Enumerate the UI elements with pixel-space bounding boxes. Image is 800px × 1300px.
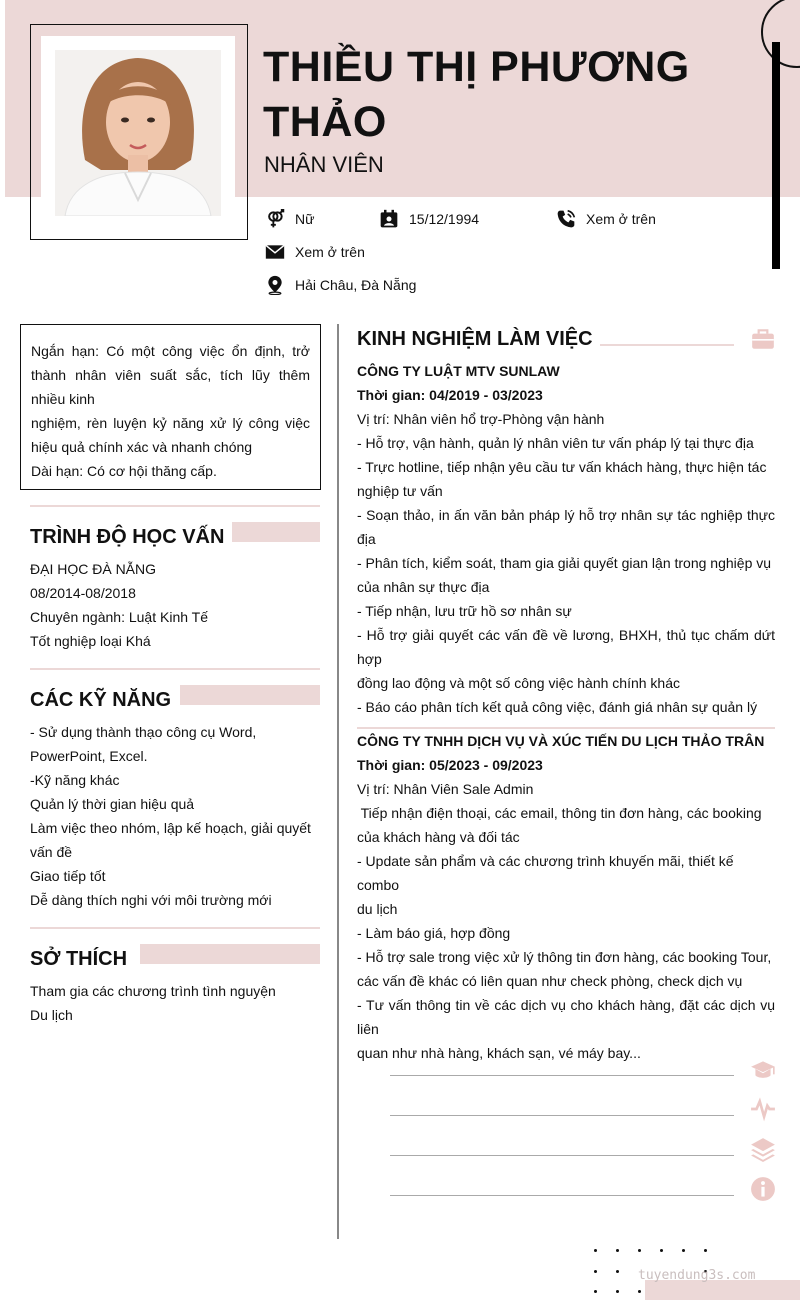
calendar-icon xyxy=(379,209,399,229)
job-line: - Soạn thảo, in ấn văn bản pháp lý hỗ trợ nhân sự tác nghiệp thực xyxy=(357,507,775,523)
skill-line: PowerPoint, Excel. xyxy=(30,748,148,764)
job-line: - Update sản phẩm và các chương trình khuyến mãi, thiết kế combo xyxy=(357,853,734,893)
hobby-line: Tham gia các chương trình tình nguyện xyxy=(30,983,276,999)
email-value: Xem ở trên xyxy=(295,244,365,260)
job-line: địa xyxy=(357,531,376,547)
watermark: tuyendung3s.com xyxy=(638,1268,756,1283)
objective-line: nghiệm, rèn luyện kỷ năng xử lý công việc hiệu quả chính xác và nhanh chóng xyxy=(31,415,310,455)
decorative-bar xyxy=(772,42,780,269)
skill-line: Dễ dàng thích nghi với môi trường mới xyxy=(30,892,272,908)
empty-section-line xyxy=(390,1075,734,1076)
contact-address xyxy=(265,275,416,295)
job-entry-1 xyxy=(357,359,775,719)
job-line: - Hỗ trợ giải quyết các vấn đề về lương, BHXH, thủ tục chấm dứt xyxy=(357,627,775,643)
title-accent-block xyxy=(180,685,320,705)
job-line: Vị trí: Nhân viên hổ trợ-Phòng vận hành xyxy=(357,411,605,427)
company-name: CÔNG TY TNHH DỊCH VỤ VÀ XÚC TIẾN DU LỊCH THẢO TRÂN xyxy=(357,733,765,749)
job-title: NHÂN VIÊN xyxy=(264,152,384,177)
skill-line: Giao tiếp tốt xyxy=(30,868,106,884)
decorative-dot xyxy=(616,1290,619,1293)
job-line: - Trực hotline, tiếp nhận yêu cầu tư vấn khách hàng, thực hiện tác xyxy=(357,459,767,475)
section-separator xyxy=(600,344,734,346)
skill-line: - Sử dụng thành thạo công cụ Word, xyxy=(30,724,257,740)
education-line: Chuyên ngành: Luật Kinh Tế xyxy=(30,609,208,625)
info-icon xyxy=(750,1176,776,1202)
contact-phone xyxy=(556,209,656,229)
education-line: ĐẠI HỌC ĐÀ NẴNG xyxy=(30,561,157,577)
job-line: - Hỗ trợ sale trong việc xử lý thông tin đơn hàng, các booking Tour, xyxy=(357,949,772,965)
job-entry-2 xyxy=(357,729,775,1065)
company-name: CÔNG TY LUẬT MTV SUNLAW xyxy=(357,363,560,379)
decorative-dot xyxy=(594,1290,597,1293)
decorative-dot xyxy=(682,1249,685,1252)
education-line: Tốt nghiệp loại Khá xyxy=(30,633,151,649)
career-objective xyxy=(20,324,321,490)
job-line: du lịch xyxy=(357,901,398,917)
job-line: liên xyxy=(357,1021,379,1037)
decorative-dot xyxy=(594,1270,597,1273)
section-separator xyxy=(30,505,320,507)
empty-section-line xyxy=(390,1115,734,1116)
contact-email xyxy=(265,242,365,262)
objective-line: Dài hạn: Có cơ hội thăng cấp. xyxy=(31,463,217,479)
title-accent-block xyxy=(232,522,320,542)
section-separator xyxy=(30,668,320,670)
birthday-value: 15/12/1994 xyxy=(409,211,480,227)
skills-details xyxy=(30,720,311,912)
decorative-dot xyxy=(616,1270,619,1273)
education-line: 08/2014-08/2018 xyxy=(30,585,136,601)
section-separator xyxy=(30,927,320,929)
skill-line: vấn đề xyxy=(30,844,73,860)
experience-title: KINH NGHIỆM LÀM VIỆC xyxy=(357,328,593,350)
job-line: - Hỗ trợ, vận hành, quản lý nhân viên tư vấn pháp lý tại thực địa xyxy=(357,435,754,451)
decorative-dot xyxy=(638,1290,641,1293)
job-line: Tiếp nhận điện thoại, các email, thông tin đơn hàng, các booking xyxy=(357,805,762,821)
phone-icon xyxy=(556,209,576,229)
avatar xyxy=(41,36,235,230)
briefcase-icon xyxy=(750,326,776,352)
job-line: đồng lao động và một số công việc hành chính khác xyxy=(357,675,680,691)
contact-gender xyxy=(265,209,314,229)
decorative-dot xyxy=(660,1249,663,1252)
skills-title: CÁC KỸ NĂNG xyxy=(30,689,172,711)
job-period: Thời gian: 05/2023 - 09/2023 xyxy=(357,757,543,773)
address-value: Hải Châu, Đà Nẵng xyxy=(295,277,417,293)
decorative-dot xyxy=(616,1249,619,1252)
job-line: các vấn đề khác có liên quan như check phòng, check dịch vụ xyxy=(357,973,743,989)
job-line: của khách hàng và đối tác xyxy=(357,829,520,845)
skill-line: -Kỹ năng khác xyxy=(30,772,120,788)
job-line: Vị trí: Nhân Viên Sale Admin xyxy=(357,781,534,797)
decorative-dot xyxy=(704,1249,707,1252)
gender-value: Nữ xyxy=(295,211,315,227)
job-line: quan như nhà hàng, khách sạn, vé máy bay... xyxy=(357,1045,641,1061)
empty-section-line xyxy=(390,1155,734,1156)
decorative-dot xyxy=(638,1249,641,1252)
job-line: hợp xyxy=(357,651,382,667)
corner-accent-band xyxy=(645,1280,800,1300)
job-line: - Tư vấn thông tin về các dịch vụ cho khách hàng, đặt các dịch vụ xyxy=(357,997,775,1013)
job-line: - Báo cáo phân tích kết quả công việc, đánh giá nhân sự quản lý xyxy=(357,699,758,715)
education-details xyxy=(30,557,208,653)
job-line: - Tiếp nhận, lưu trữ hồ sơ nhân sự xyxy=(357,603,572,619)
job-line: - Làm báo giá, hợp đồng xyxy=(357,925,511,941)
empty-section-line xyxy=(390,1195,734,1196)
education-title: TRÌNH ĐỘ HỌC VẤN xyxy=(30,526,225,548)
skill-line: Quản lý thời gian hiệu quả xyxy=(30,796,195,812)
title-accent-block xyxy=(140,944,320,964)
job-line: của nhân sự thực địa xyxy=(357,579,490,595)
graduation-cap-icon xyxy=(750,1057,776,1083)
job-line: - Phân tích, kiểm soát, tham gia giải quyết gian lận trong nghiệp vụ xyxy=(357,555,772,571)
activity-icon xyxy=(750,1096,776,1122)
job-line: nghiệp tư vấn xyxy=(357,483,443,499)
gender-icon xyxy=(265,209,285,229)
objective-line: Ngắn hạn: Có một công việc ổn định, trở thành nhân viên suất sắc, tích lũy thêm nhiều kinh xyxy=(31,343,310,407)
decorative-dot xyxy=(594,1249,597,1252)
phone-value: Xem ở trên xyxy=(586,211,656,227)
skill-line: Làm việc theo nhóm, lập kế hoạch, giải quyết xyxy=(30,820,311,836)
job-period: Thời gian: 04/2019 - 03/2023 xyxy=(357,387,543,403)
location-icon xyxy=(265,275,285,295)
hobby-line: Du lịch xyxy=(30,1007,73,1023)
hobbies-title: SỞ THÍCH xyxy=(30,948,128,970)
candidate-name: THIỀU THỊ PHƯƠNG THẢO xyxy=(263,43,690,146)
email-icon xyxy=(265,242,285,262)
hobbies-details xyxy=(30,979,276,1027)
layers-icon xyxy=(750,1136,776,1162)
contact-birthday xyxy=(379,209,479,229)
column-divider xyxy=(337,324,339,1239)
